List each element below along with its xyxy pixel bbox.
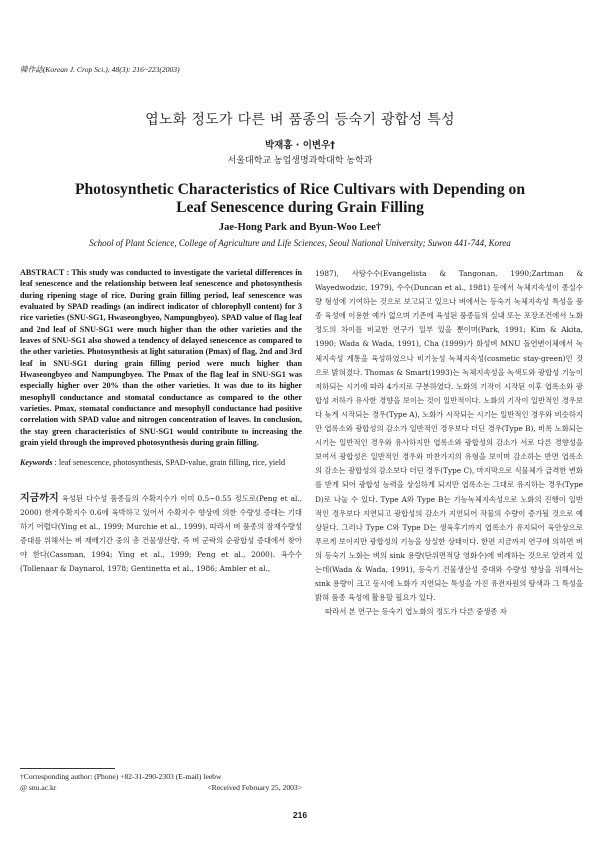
journal-header: 韓作誌(Korean J. Crop Sci.), 48(3): 216~223(2003) xyxy=(20,65,180,74)
intro-paragraph-right-2: 따라서 본 연구는 등숙기 엽노화의 정도가 다른 중생종 자 xyxy=(325,607,507,617)
abstract: ABSTRACT : This study was conducted to investigate the varietal differences in leaf senescence and the relationship between leaf senescence and photosynthesis during ripening stage of rice. During grain filling period, leaf senescence was evaluated by SPAD readings (an indirect indicator of chlorophyll content) for 3 rice varieties (SNU-SG1, Hwaseongbyeo, Nampungbyeo). SPAD value of flag leaf and 2nd leaf of SNU-SG1 were much higher than the other varieties and the leaves of SNU-SG1 also showed a tendency of delayed senescence as compared to the other varieties. Photosynthesis at light saturation (Pmax) of flag, 2nd and 3rd leaf in SNU-SG1 during grain filling period were much higher than Hwaseongbyeo and Nampungbyeo. The Pmax of the flag leaf in SNU-SG1 was especially higher over 20% than the other varieties. It was due to its higher mesophyll conductance and stomatal conductance as compared to the other varieties. Pmax, stomatal conductance and mesophyll conductance had positive correlation with SPAD value and nitrogen concentration of leaves. In conclusion, the stay green characteristics of SNU-SG1 would contribute to increasing the grain yield through the improved photosynthesis during grain filling. xyxy=(20,268,302,448)
footnote-rule xyxy=(20,768,115,769)
footnote-line1: †Corresponding author: (Phone) +82-31-290-2303 (E-mail) leebw xyxy=(20,772,222,781)
left-column xyxy=(20,267,302,576)
korean-authors: 박재홍 · 이변우† xyxy=(264,140,336,151)
english-title-line1: Photosynthetic Characteristics of Rice Cultivars with Depending on xyxy=(74,181,526,198)
english-authors: Jae-Hong Park and Byun-Woo Lee† xyxy=(218,222,382,233)
corresponding-author-footnote xyxy=(20,771,302,793)
intro-paragraph-right-1: 1987), 사탕수수(Evangelista & Tangonan, 1990;Zartman & Wayedwodzic, 1979), 수수(Duncan et al., 1981) 등에서 녹체지속성이 종실수량 형성에 기여하는 것으로 보고되고 있으나 벼에서는 등숙기 녹체지속성 특성을 품종 육성에 이용한 예가 없으며 기존에 육성된 품종들의 실내 또는 포장조건에서 노화정도의 차이를 비교한 연구가 일부 있을 뿐이며(Park, 1991; Kim & Akita, 1990; Wada & Wada, 1991), Cha (1999)가 화성벼 MNU 돌연변이체에서 녹체지속성 계통을 육성하였으나 비기능성 녹체지속성(cosmetic stay-green)인 것으로 밝혀졌다. Thomas & Smart(1993)는 녹체지속성을 녹색도와 광합성 기능이 저하되는 시기에 따라 4가지로 구분하였다. 노화의 기작이 시작된 이후 엽록소와 광합성 저하가 유사한 경향을 보이는 것이 일반적이다. 노화의 기작이 일반적인 경우보다 늦게 시작되는 경우(Type A), 노화가 시작되는 시기는 일반적인 경우와 비슷하지만 엽록소와 광합성의 감소가 일반적인 경우보다 더딘 경우(Type B), 비록 노화되는 시기는 일반적인 경우와 유사하지만 엽록소와 광합성의 감소가 서로 다른 경향성을 보여서 광합성은 일반적인 경우와 마찬가지의 유형을 보이며 감소하는 반면 엽록소의 감소는 광합성의 감소보다 더딘 경우(Type C), 마지막으로 식물체가 급격한 변화를 받게 되어 광합성 능력을 상실하게 되지만 엽록소는 그대로 유지하는 경우(Type D)로 나눌 수 있다. Type A와 Type B는 기능녹체지속성으로 노화의 진행이 일반적인 경우보다 지연되고 광합성의 감소가 지연되어 작물의 수량이 증가될 것으로 예상된다. 그러나 Type C와 Type D는 생육후기까지 엽록소가 유지되어 육안상으로 푸르게 보이지만 광합성의 기능을 상실한 상태이다. 한편 지금까지 연구에 의하면 벼의 등숙기 노화는 벼의 sink 용량(단위면적당 영화수)에 비례하는 것으로 알려져 있는데(Wada & Wada, 1991), 등숙기 건물생산성 증대와 수량성 향상을 위해서는 sink 용량이 크고 동시에 노화가 지연되는 특성을 가진 유전자원의 탐색과 그 특성을 밝혀 품종 육성에 활용할 필요가 있다. xyxy=(315,269,583,603)
keywords-label: Keywords xyxy=(20,457,53,467)
keywords-text: : leaf senescence, photosynthesis, SPAD-value, grain filling, rice, yield xyxy=(52,457,286,467)
footnote-line2 xyxy=(20,782,302,793)
page-number: 216 xyxy=(292,810,308,820)
english-title-line2: Leaf Senescence during Grain Filling xyxy=(176,199,424,216)
english-affiliation: School of Plant Science, College of Agriculture and Life Sciences, Seoul National University; Suwon 441-744, Korea xyxy=(89,238,511,248)
english-title xyxy=(0,181,600,217)
keywords xyxy=(20,457,302,468)
korean-title: 엽노화 정도가 다른 벼 품종의 등숙기 광합성 특성 xyxy=(145,112,455,128)
intro-lead-word: 지금까지 xyxy=(20,492,59,504)
footnote-email-domain: @ snu.ac.kr xyxy=(20,783,57,792)
right-column xyxy=(315,267,583,619)
korean-affiliation: 서울대학교 농업생명과학대학 농학과 xyxy=(227,156,373,166)
received-date: <Received February 25, 2003> xyxy=(207,783,302,792)
intro-left-text: 육성된 다수성 품종들의 수확지수가 이미 0.5~0.55 정도로(Peng et al., 2000) 한계수확지수 0.6에 육박하고 있어서 수확지수 향상에 의한 수량성 증대는 기대하기 어렵다(Ying et al., 1999; Murchie et al., 1999). 따라서 벼 품종의 잠재수량성 증대를 위해서는 벼 재배기간 중의 총 건물생산량, 즉 벼 군락의 순광합성 증대에서 찾아야 한다(Cassman, 1994; Ying et al., 1999; Peng et al., 2000). 육수수(Tollenaar & Daynarol, 1978; Gentinetta et al., 1986; Ambler et al., xyxy=(20,493,302,574)
intro-paragraph-left xyxy=(20,492,302,577)
